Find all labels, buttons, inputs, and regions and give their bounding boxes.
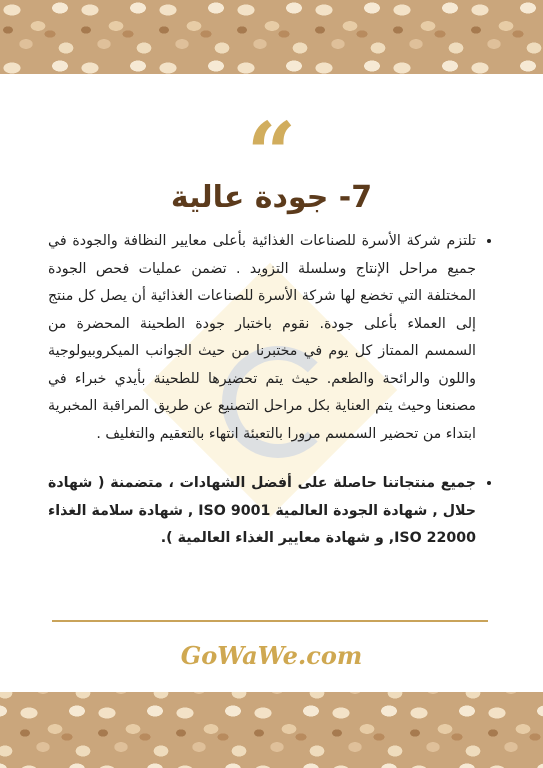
sesame-footer-image [0,692,543,768]
footer-divider [52,620,488,622]
section-body [48,228,492,553]
website-link[interactable]: GoWaWe.com [180,641,363,670]
quote-icon: “ [246,104,297,205]
paragraph-certificates: • جميع منتجاتنا حاصلة على أفضل الشهادات ، متضمنة ( شهادة حلال , شهادة الجودة العالمية ISO 9001 , شهادة سلامة الغذاء ISO 22000, و شهادة معايير الغذاء العالمية ). [48,470,476,553]
paragraph-quality: • تلتزم شركة الأسرة للصناعات الغذائية بأعلى معايير النظافة والجودة في جميع مراحل الإنتاج وسلسلة التزويد . تضمن عمليات فحص الجودة المختلفة التي تخضع لها شركة الأسرة للصناعات الغذائية أن يصل كل منتج إلى العملاء بأعلى جودة. نقوم باختبار جودة الطحينة المحضرة من السمسم الممتاز كل يوم في مختبرنا من حيث الجوانب الميكروبيولوجية واللون والرائحة والطعم. حيث يتم تحضيرها للطحينة بأيدي خبراء في مصنعنا وحيث يتم العناية بكل مراحل التصنيع عن طريق المراقبة المخبرية ابتداء من تحضير السمسم مرورا بالتعبئة انتهاء بالتعقيم والتغليف . [48,228,476,448]
sesame-header-image [0,0,543,74]
section-title: 7- جودة عالية [170,180,373,215]
